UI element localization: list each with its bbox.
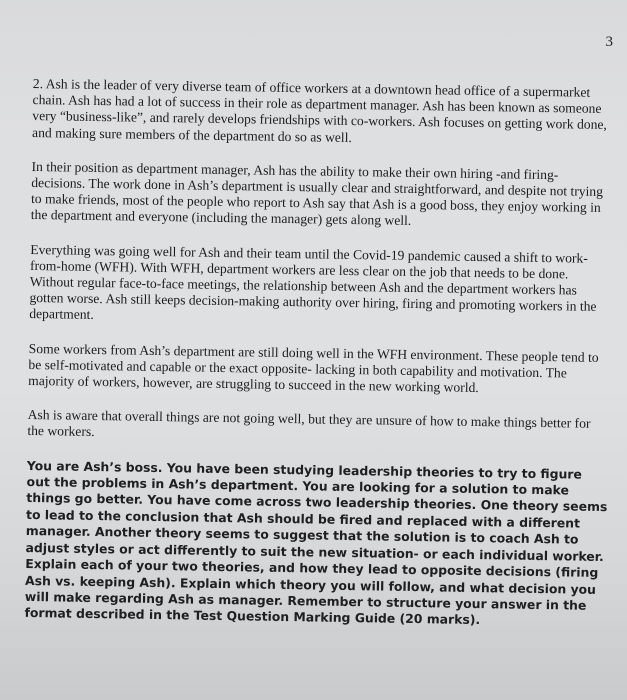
question-document	[24, 76, 615, 649]
case-paragraph-workers: Some workers from Ash’s department are still doing well in the WFH environment. These people tend to be self-motivated and capable or the exact opposite- lacking in both capability and motivation. The majority of workers, however, are struggling to succeed in the new working world.	[28, 340, 599, 396]
case-paragraph-authority: In their position as department manager, Ash has the ability to make their own hiring -and firing- decisions. The work done in Ash’s department is usually clear and straightforward, and despite not trying to make friends, most of the people who report to Ash say that Ash is a good boss, they enjoy working in the department and everyone (including the manager) gets along well.	[30, 158, 604, 229]
case-paragraph-awareness: Ash is aware that overall things are not going well, but they are unsure of how to make things better for the workers.	[27, 407, 591, 440]
page-number: 3	[605, 34, 613, 50]
task-instructions: You are Ash’s boss. You have been studying leadership theories to try to figure out the problems in Ash’s department. You are looking for a solution to make things go better. You have come across two leadership theories. One theory seems to lead to the conclusion that Ash should be fired and replaced with a different manager. Another theory seems to suggest that the solution is to coach Ash to adjust styles or act differently to suit the new situation- or each individual worker. Explain each of your two theories, and how they lead to opposite decisions (firing Ash vs. keeping Ash). Explain which theory you will follow, and what decision you will make regarding Ash as manager. Remember to structure your answer in the format described in the Test Question Marking Guide (20 marks).	[24, 457, 608, 628]
case-paragraph-wfh: Everything was going well for Ash and their team until the Covid-19 pandemic caused a shift to work-from-home (WFH). With WFH, department workers are less clear on the job that needs to be done. Without regular face-to-face meetings, the relationship between Ash and the department workers has gotten worse. Ash still keeps decision-making authority over hiring, firing and promoting workers in the department.	[29, 241, 597, 323]
case-paragraph-intro: 2. Ash is the leader of very diverse team of office workers at a downtown head office of a supermarket chain. Ash has had a lot of success in their role as department manager. Ash has been known as someone very “business-like”, and rarely develops friendships with co-workers. Ash focuses on getting work done, and making sure members of the department do so as well.	[32, 76, 607, 145]
